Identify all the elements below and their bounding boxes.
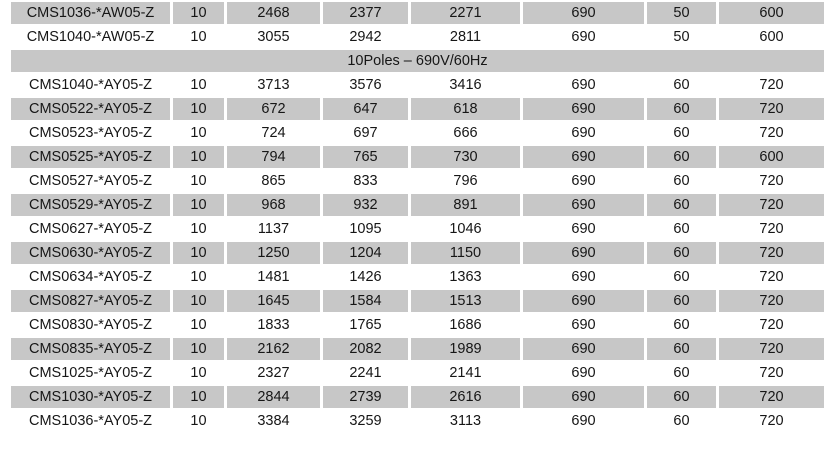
value-cell: 690: [523, 314, 644, 336]
value-cell: 10: [173, 146, 224, 168]
value-cell: 10: [173, 98, 224, 120]
value-cell: 720: [719, 218, 824, 240]
model-cell: CMS0523-*AY05-Z: [11, 122, 170, 144]
value-cell: 618: [411, 98, 520, 120]
value-cell: 720: [719, 98, 824, 120]
value-cell: 720: [719, 122, 824, 144]
value-cell: 720: [719, 74, 824, 96]
value-cell: 932: [323, 194, 408, 216]
value-cell: 60: [647, 146, 716, 168]
value-cell: 690: [523, 218, 644, 240]
value-cell: 690: [523, 74, 644, 96]
value-cell: 3055: [227, 26, 320, 48]
model-cell: CMS0630-*AY05-Z: [11, 242, 170, 264]
value-cell: 690: [523, 266, 644, 288]
table-row: [11, 266, 824, 288]
value-cell: 690: [523, 362, 644, 384]
value-cell: 794: [227, 146, 320, 168]
value-cell: 1989: [411, 338, 520, 360]
value-cell: 60: [647, 242, 716, 264]
value-cell: 10: [173, 2, 224, 24]
model-cell: CMS1040-*AW05-Z: [11, 26, 170, 48]
value-cell: 10: [173, 218, 224, 240]
value-cell: 60: [647, 290, 716, 312]
model-cell: CMS0830-*AY05-Z: [11, 314, 170, 336]
value-cell: 10: [173, 338, 224, 360]
value-cell: 724: [227, 122, 320, 144]
value-cell: 1046: [411, 218, 520, 240]
value-cell: 833: [323, 170, 408, 192]
value-cell: 60: [647, 314, 716, 336]
model-cell: CMS0529-*AY05-Z: [11, 194, 170, 216]
value-cell: 690: [523, 386, 644, 408]
value-cell: 50: [647, 2, 716, 24]
value-cell: 3259: [323, 410, 408, 432]
value-cell: 60: [647, 362, 716, 384]
model-cell: CMS1036-*AW05-Z: [11, 2, 170, 24]
value-cell: 720: [719, 194, 824, 216]
value-cell: 690: [523, 122, 644, 144]
value-cell: 2616: [411, 386, 520, 408]
value-cell: 720: [719, 290, 824, 312]
value-cell: 600: [719, 26, 824, 48]
table-row: [11, 2, 824, 24]
model-cell: CMS1025-*AY05-Z: [11, 362, 170, 384]
value-cell: 1250: [227, 242, 320, 264]
value-cell: 690: [523, 194, 644, 216]
value-cell: 3416: [411, 74, 520, 96]
spec-table-body: [11, 2, 824, 432]
model-cell: CMS1040-*AY05-Z: [11, 74, 170, 96]
table-row: [11, 170, 824, 192]
value-cell: 10: [173, 26, 224, 48]
value-cell: 690: [523, 338, 644, 360]
model-cell: CMS0525-*AY05-Z: [11, 146, 170, 168]
value-cell: 10: [173, 74, 224, 96]
value-cell: 720: [719, 314, 824, 336]
value-cell: 690: [523, 98, 644, 120]
value-cell: 10: [173, 386, 224, 408]
table-row: [11, 290, 824, 312]
value-cell: 697: [323, 122, 408, 144]
value-cell: 720: [719, 266, 824, 288]
model-cell: CMS0634-*AY05-Z: [11, 266, 170, 288]
value-cell: 3576: [323, 74, 408, 96]
model-cell: CMS0627-*AY05-Z: [11, 218, 170, 240]
value-cell: 672: [227, 98, 320, 120]
value-cell: 10: [173, 362, 224, 384]
value-cell: 60: [647, 122, 716, 144]
section-header-label: 10Poles – 690V/60Hz: [11, 50, 824, 72]
value-cell: 1686: [411, 314, 520, 336]
value-cell: 60: [647, 74, 716, 96]
value-cell: 60: [647, 98, 716, 120]
value-cell: 3713: [227, 74, 320, 96]
value-cell: 1137: [227, 218, 320, 240]
table-row: [11, 98, 824, 120]
value-cell: 50: [647, 26, 716, 48]
value-cell: 865: [227, 170, 320, 192]
value-cell: 1645: [227, 290, 320, 312]
value-cell: 720: [719, 362, 824, 384]
table-row: [11, 242, 824, 264]
value-cell: 690: [523, 26, 644, 48]
value-cell: 2844: [227, 386, 320, 408]
value-cell: 60: [647, 170, 716, 192]
table-row: [11, 74, 824, 96]
value-cell: 2739: [323, 386, 408, 408]
value-cell: 666: [411, 122, 520, 144]
value-cell: 10: [173, 410, 224, 432]
model-cell: CMS0835-*AY05-Z: [11, 338, 170, 360]
value-cell: 2942: [323, 26, 408, 48]
value-cell: 765: [323, 146, 408, 168]
value-cell: 891: [411, 194, 520, 216]
table-row: [11, 194, 824, 216]
model-cell: CMS0827-*AY05-Z: [11, 290, 170, 312]
model-cell: CMS1030-*AY05-Z: [11, 386, 170, 408]
value-cell: 2271: [411, 2, 520, 24]
value-cell: 1481: [227, 266, 320, 288]
value-cell: 60: [647, 386, 716, 408]
value-cell: 60: [647, 410, 716, 432]
value-cell: 2811: [411, 26, 520, 48]
value-cell: 10: [173, 290, 224, 312]
value-cell: 1095: [323, 218, 408, 240]
value-cell: 720: [719, 338, 824, 360]
value-cell: 1513: [411, 290, 520, 312]
value-cell: 2162: [227, 338, 320, 360]
value-cell: 60: [647, 194, 716, 216]
value-cell: 2327: [227, 362, 320, 384]
value-cell: 690: [523, 242, 644, 264]
value-cell: 690: [523, 410, 644, 432]
value-cell: 2082: [323, 338, 408, 360]
model-cell: CMS0522-*AY05-Z: [11, 98, 170, 120]
value-cell: 1150: [411, 242, 520, 264]
value-cell: 3384: [227, 410, 320, 432]
value-cell: 968: [227, 194, 320, 216]
value-cell: 690: [523, 146, 644, 168]
value-cell: 10: [173, 122, 224, 144]
motor-spec-table: [8, 0, 827, 434]
value-cell: 1765: [323, 314, 408, 336]
table-row: [11, 146, 824, 168]
table-row: [11, 362, 824, 384]
value-cell: 2468: [227, 2, 320, 24]
model-cell: CMS1036-*AY05-Z: [11, 410, 170, 432]
value-cell: 600: [719, 2, 824, 24]
value-cell: 720: [719, 242, 824, 264]
value-cell: 60: [647, 338, 716, 360]
table-row: [11, 26, 824, 48]
value-cell: 690: [523, 2, 644, 24]
value-cell: 2241: [323, 362, 408, 384]
value-cell: 720: [719, 170, 824, 192]
table-row: [11, 338, 824, 360]
table-row: [11, 386, 824, 408]
table-row: [11, 122, 824, 144]
table-row: [11, 410, 824, 432]
value-cell: 1584: [323, 290, 408, 312]
value-cell: 647: [323, 98, 408, 120]
value-cell: 10: [173, 242, 224, 264]
value-cell: 10: [173, 314, 224, 336]
value-cell: 10: [173, 194, 224, 216]
value-cell: 2377: [323, 2, 408, 24]
value-cell: 600: [719, 146, 824, 168]
value-cell: 720: [719, 386, 824, 408]
value-cell: 690: [523, 290, 644, 312]
value-cell: 10: [173, 170, 224, 192]
value-cell: 1204: [323, 242, 408, 264]
value-cell: 60: [647, 218, 716, 240]
table-row: [11, 218, 824, 240]
value-cell: 10: [173, 266, 224, 288]
model-cell: CMS0527-*AY05-Z: [11, 170, 170, 192]
value-cell: 690: [523, 170, 644, 192]
section-header-row: [11, 50, 824, 72]
value-cell: 1426: [323, 266, 408, 288]
value-cell: 796: [411, 170, 520, 192]
value-cell: 1833: [227, 314, 320, 336]
value-cell: 2141: [411, 362, 520, 384]
table-row: [11, 314, 824, 336]
value-cell: 3113: [411, 410, 520, 432]
value-cell: 1363: [411, 266, 520, 288]
value-cell: 60: [647, 266, 716, 288]
value-cell: 720: [719, 410, 824, 432]
value-cell: 730: [411, 146, 520, 168]
